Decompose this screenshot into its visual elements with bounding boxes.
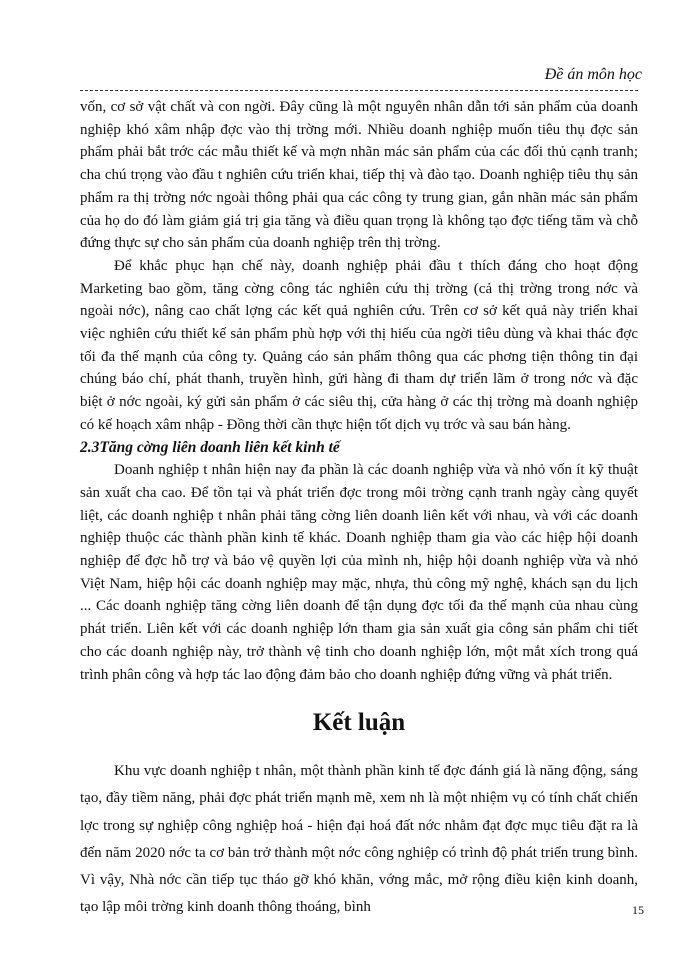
paragraph-continuation: vốn, cơ sở vật chất và con ngời. Đây cũng là một nguyên nhân dẫn tới sản phẩm của doanh nghiệp khó xâm nhập đợc vào thị trờng mới. Nhiều doanh nghiệp muốn tiêu thụ đợc sản phẩm phải bắt trớc các mẫu thiết kế và mợn nhãn mác sản phẩm của các đối thủ cạnh tranh; cha chú trọng vào đầu t nghiên cứu triển khai, tiếp thị và đào tạo. Doanh nghiệp tiêu thụ sản phẩm ra thị trờng nớc ngoài thông phải qua các công ty trung gian, gắn nhãn mác sản phẩm của họ do đó làm giảm giá trị gia tăng và điều quan trọng là không tạo đợc tiếng tăm và chỗ đứng thực sự cho sản phẩm của doanh nghiệp trên thị trờng. xyxy=(80,99,638,252)
paragraph-marketing: Để khắc phục hạn chế này, doanh nghiệp phải đầu t thích đáng cho hoạt động Marketing bao gồm, tăng cờng công tác nghiên cứu thị trờng (cả thị trờng trong nớc và ngoài nớc), nâng cao chất lợng các kết quả nghiên cứu. Trên cơ sở kết quả này triển khai việc nghiên cứu thiết kế sản phẩm phù hợp với thị hiếu của ngời tiêu dùng và khai thác đợc tối đa thế mạnh của công ty. Quảng cáo sản phẩm thông qua các phơng tiện thông tin đại chúng báo chí, phát thanh, truyền hình, gửi hàng đi tham dự triển lãm ở trong nớc và đặc biệt ở nớc ngoài, ký gửi sản phẩm ở các siêu thị, cửa hàng ở các thị trờng mà doanh nghiệp có kế hoạch xâm nhập - Đồng thời cần thực hiện tốt dịch vụ trớc và sau bán hàng. xyxy=(80,257,638,433)
paragraph-joint-venture: Doanh nghiệp t nhân hiện nay đa phần là các doanh nghiệp vừa và nhỏ vốn ít kỹ thuật sản xuất cha cao. Để tồn tại và phát triển đợc trong môi trờng cạnh tranh ngày càng quyết liệt, các doanh nghiệp t nhân phải tăng cờng liên doanh liên kết với nhau, và với các doanh nghiệp thuộc các thành phần kinh tế khác. Doanh nghiệp tham gia vào các hiệp hội doanh nghiệp để đợc hỗ trợ và bảo vệ quyền lợi của mình nh, hiệp hội doanh nghiệp vừa và nhỏ Việt Nam, hiệp hội các doanh nghiệp may mặc, nhựa, thủ công mỹ nghệ, khách sạn du lịch ... Các doanh nghiệp tăng cờng liên doanh để tận dụng đợc tối đa thế mạnh của nhau cùng phát triển. Liên kết với các doanh nghiệp lớn tham gia sản xuất gia công sản phẩm chi tiết cho các doanh nghiệp này, trở thành vệ tinh cho doanh nghiệp lớn, một mắt xích trong quá trình phân công và hợp tác lao động đảm bảo cho doanh nghiệp đứng vững và phát triển. xyxy=(80,462,638,683)
page-content xyxy=(80,96,638,922)
page-number: 15 xyxy=(632,903,644,917)
conclusion-heading: Kết luận xyxy=(312,709,406,737)
header-title: Đề án môn học xyxy=(544,66,642,83)
header-divider xyxy=(80,90,638,91)
paragraph-conclusion: Khu vực doanh nghiệp t nhân, một thành phần kinh tế đợc đánh giá là năng động, sáng tạo, đầy tiềm năng, phải đợc phát triển mạnh mẽ, xem nh là một nhiệm vụ có tính chất chiến lợc trong sự nghiệp công nghiệp hoá - hiện đại hoá đất nớc nhằm đạt đợc mục tiêu đặt ra là đến năm 2020 nớc ta cơ bản trở thành một nớc công nghiệp có trình độ phát triển trung bình. Vì vậy, Nhà nớc cần tiếp tục tháo gỡ khó khăn, vớng mắc, mở rộng điều kiện kinh doanh, tạo lập môi trờng kinh doanh thông thoáng, bình xyxy=(80,763,638,916)
section-heading: 2.3Tăng cờng liên doanh liên kết kinh tế xyxy=(80,438,340,456)
